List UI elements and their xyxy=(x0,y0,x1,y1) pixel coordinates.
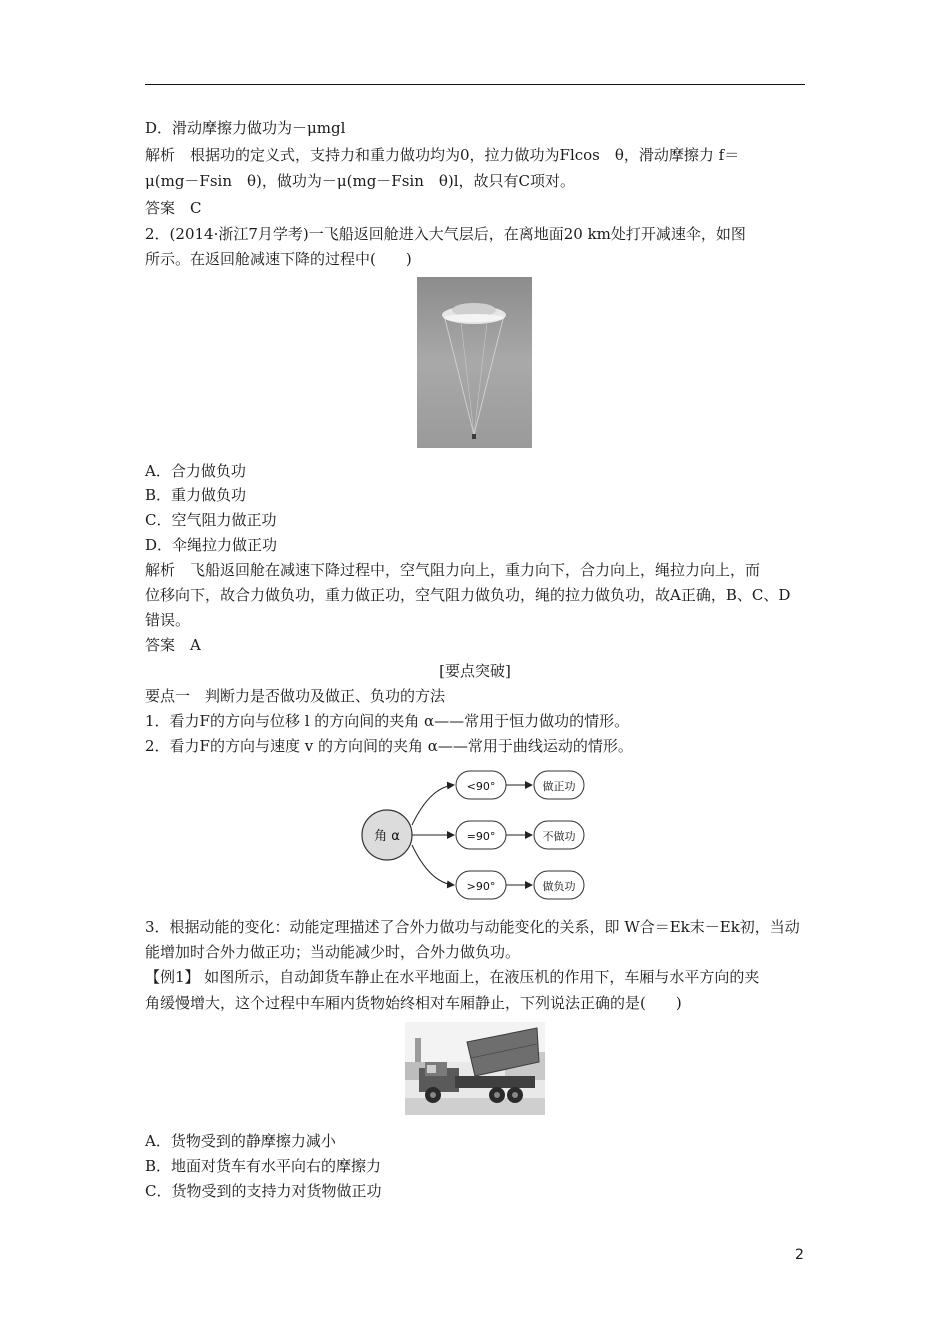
point1-title: 要点一 判断力是否做功及做正、负功的方法 xyxy=(145,687,446,705)
q2-option-d: D．伞绳拉力做正功 xyxy=(145,536,278,554)
prev-analysis-line-2: μ(mg－Fsin θ)，做功为－μ(mg－Fsin θ)l，故只有C项对。 xyxy=(145,172,576,190)
point1-item-1: 1．看力F的方向与位移 l 的方向间的夹角 α——常用于恒力做功的情形。 xyxy=(145,712,630,730)
condition-lt90-label: <90° xyxy=(466,780,496,793)
q2-option-a: A．合力做负功 xyxy=(145,462,246,480)
result-negative-label: 做负功 xyxy=(542,880,576,893)
angle-work-diagram xyxy=(360,765,590,907)
q2-analysis-line-2: 位移向下，故合力做负功，重力做正功，空气阻力做负功，绳的拉力做负功，故A正确，B、C、D xyxy=(145,586,791,604)
condition-eq90-label: =90° xyxy=(466,830,496,843)
q2-answer: 答案 A xyxy=(145,636,201,654)
angle-node-label: 角 α xyxy=(374,829,400,844)
result-positive-label: 做正功 xyxy=(542,780,576,793)
example1-option-b: B．地面对货车有水平向右的摩擦力 xyxy=(145,1157,382,1175)
q2-analysis-line-1: 解析 飞船返回舱在减速下降过程中，空气阻力向上，重力向下，合力向上，绳拉力向上，而 xyxy=(145,561,761,579)
result-none-label: 不做功 xyxy=(542,830,576,843)
parachute-capsule-photo xyxy=(417,277,532,448)
q2-option-c: C．空气阻力做正功 xyxy=(145,511,277,529)
prev-answer: 答案 C xyxy=(145,199,202,217)
point1-item-3-line-2: 能增加时合外力做正功；当动能减少时，合外力做负功。 xyxy=(145,943,521,961)
dump-truck-photo xyxy=(405,1022,545,1115)
example1-line-1: 【例1】 如图所示，自动卸货车静止在水平地面上，在液压机的作用下，车厢与水平方向的夹 xyxy=(145,968,760,986)
example1-option-a: A．货物受到的静摩擦力减小 xyxy=(145,1132,336,1150)
example1-line-2: 角缓慢增大，这个过程中车厢内货物始终相对车厢静止，下列说法正确的是( ) xyxy=(145,994,682,1012)
q2-analysis-line-3: 错误。 xyxy=(145,611,191,629)
example1-option-c: C．货物受到的支持力对货物做正功 xyxy=(145,1182,382,1200)
q2-option-b: B．重力做负功 xyxy=(145,486,247,504)
prev-option-d: D．滑动摩擦力做功为－μmgl xyxy=(145,119,346,137)
point1-item-3-line-1: 3．根据动能的变化：动能定理描述了合外力做功与动能变化的关系，即 W合＝Ek末－Ek初，当动 xyxy=(145,918,800,936)
condition-gt90-label: >90° xyxy=(466,880,496,893)
prev-analysis-line-1: 解析 根据功的定义式，支持力和重力做功均为0，拉力做功为Flcos θ，滑动摩擦力 f＝ xyxy=(145,146,740,164)
section-title: [要点突破] xyxy=(439,662,511,680)
q2-stem-line-1: 2．(2014·浙江7月学考)一飞船返回舱进入大气层后，在离地面20 km处打开减速伞，如图 xyxy=(145,225,746,243)
q2-stem-line-2: 所示。在返回舱减速下降的过程中( ) xyxy=(145,250,412,268)
point1-item-2: 2．看力F的方向与速度 v 的方向间的夹角 α——常用于曲线运动的情形。 xyxy=(145,737,633,755)
header-rule xyxy=(145,84,805,85)
page-number: 2 xyxy=(795,1247,804,1263)
